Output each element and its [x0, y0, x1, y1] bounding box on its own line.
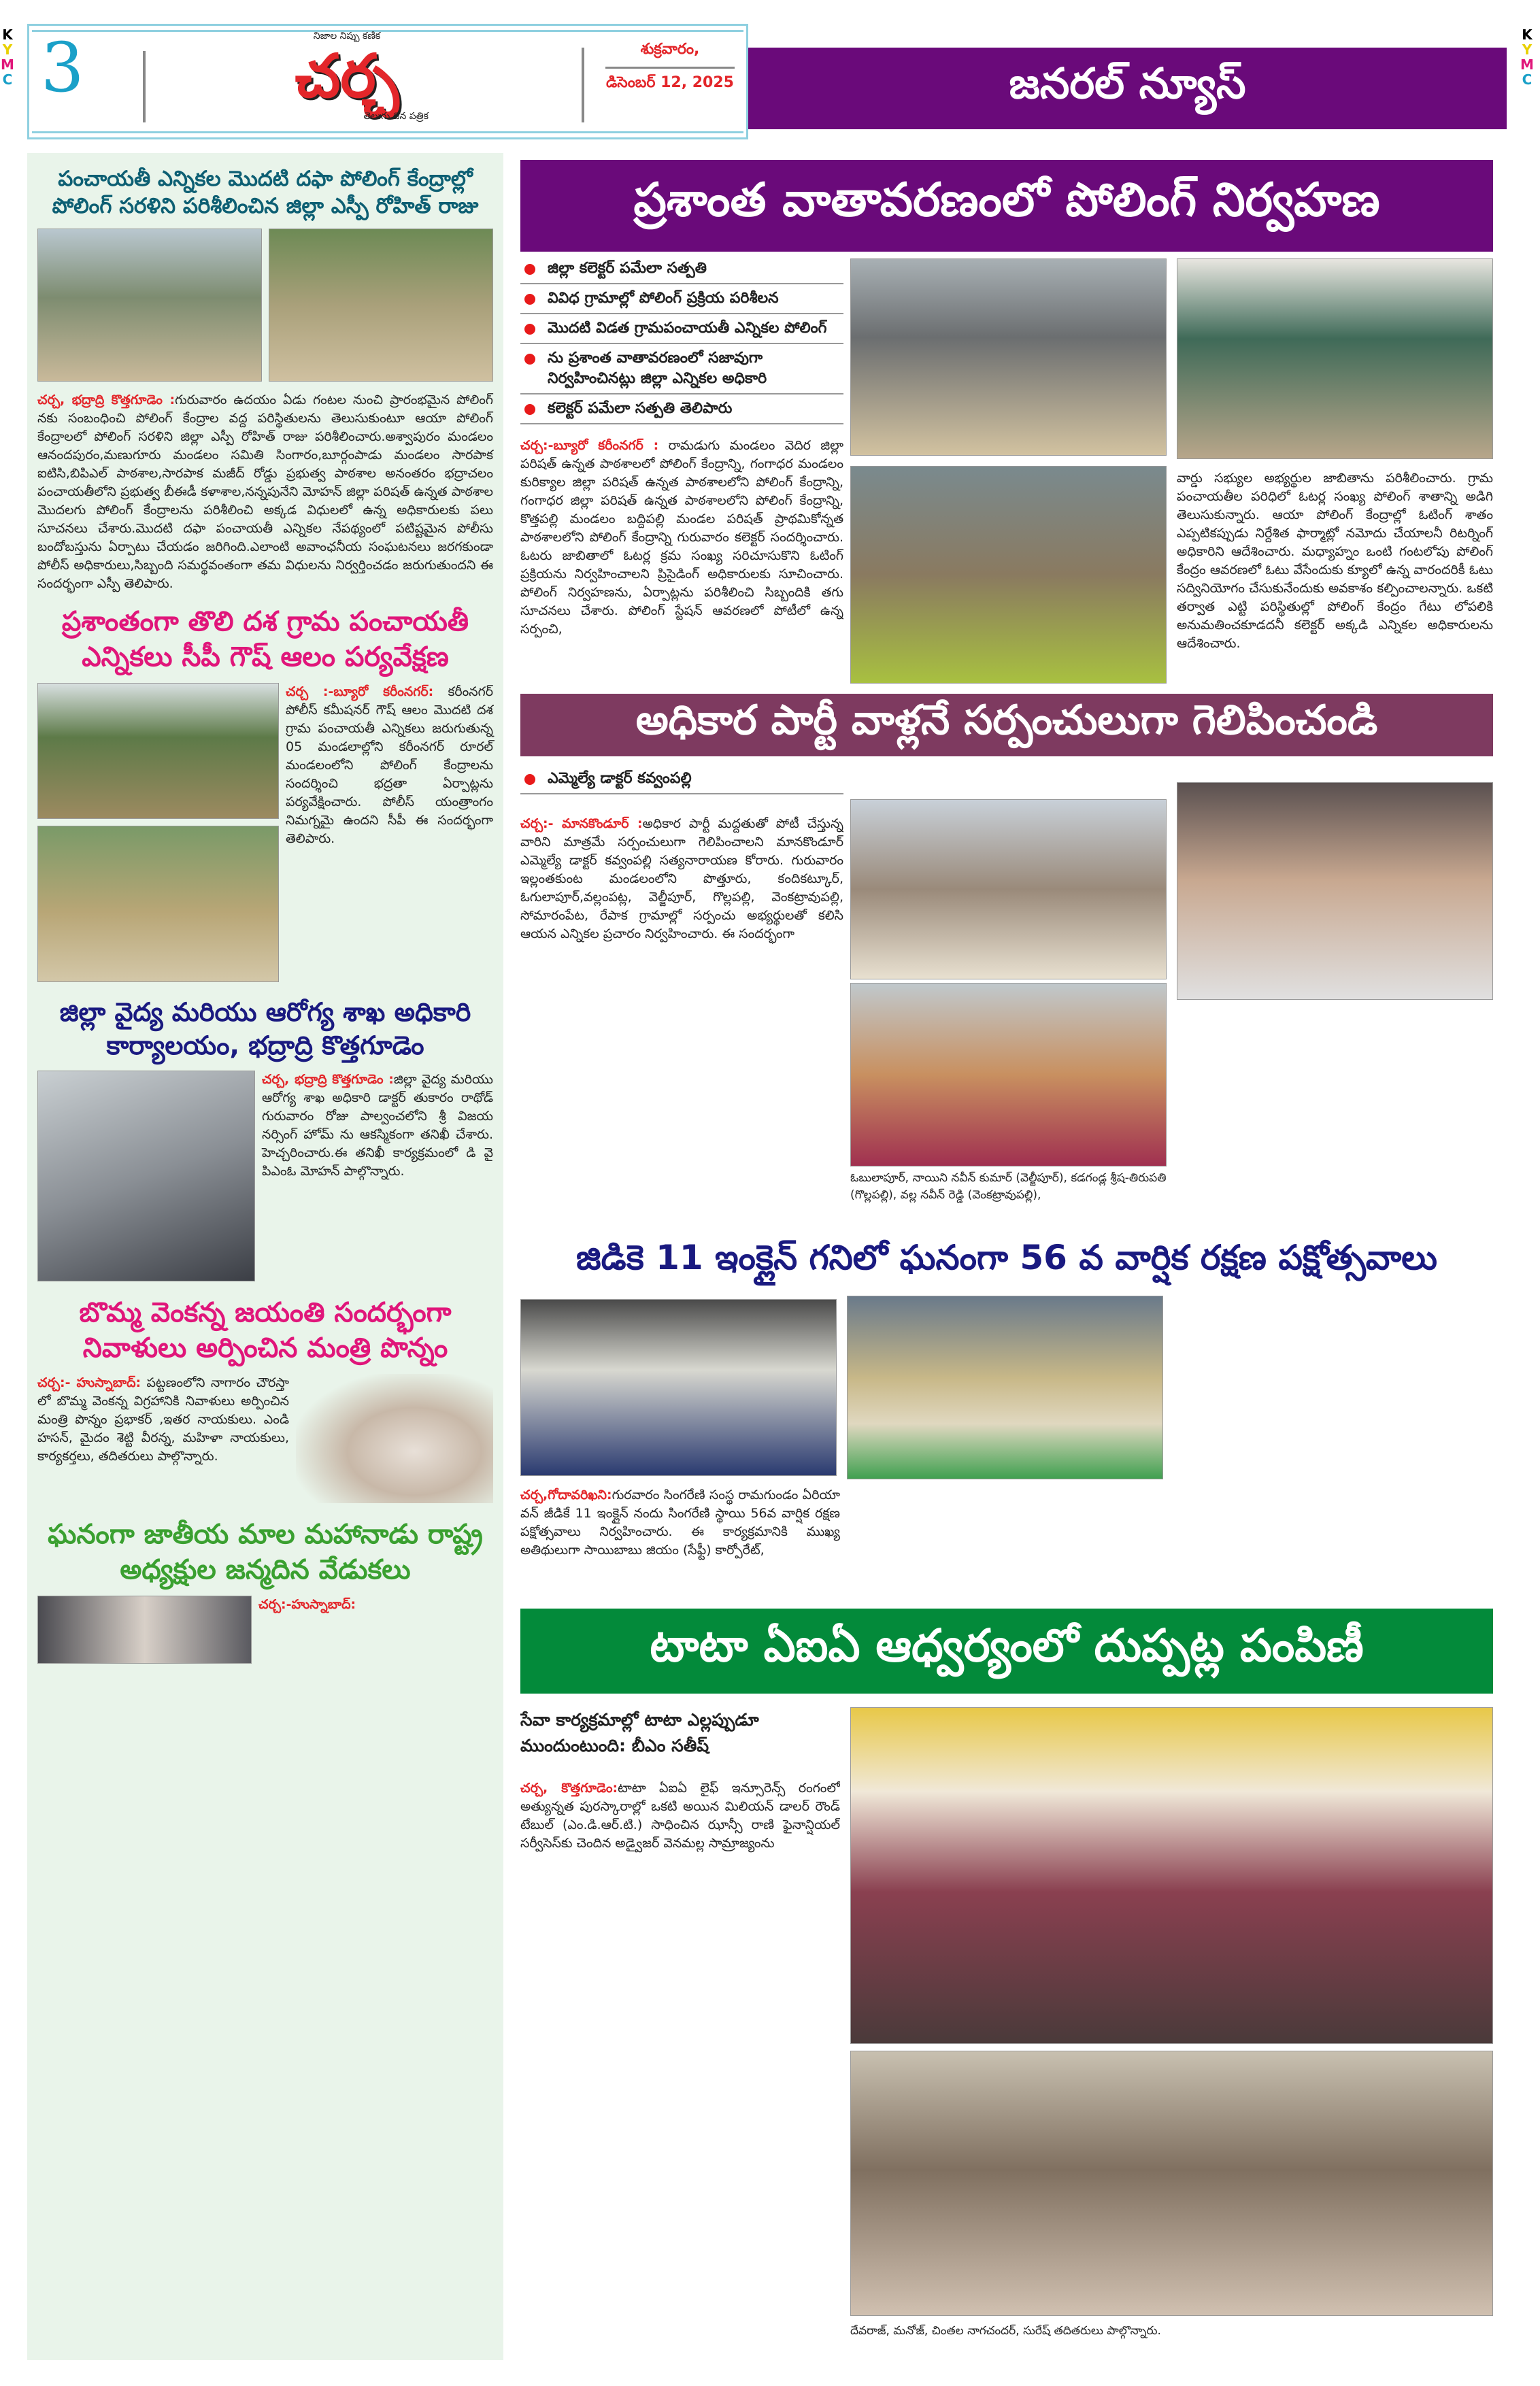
article-body: చర్చ, భద్రాద్రి కొత్తగూడెం :జిల్లా వైద్య మరియు ఆరోగ్య శాఖ అధికారి డాక్టర్ తుకారం రాథోడ్ గురువారం రోజు పాల్వంచలోని శ్రీ విజయ నర్సింగ్ హోమ్ ను ఆకస్మికంగా తనిఖీ చేశారు. హెచ్చరించారు.ఈ తనిఖీ కార్యక్రమంలో డి వై పిఎంఓ మోహన్ పాల్గొన్నారు. [262, 1072, 493, 1179]
article-body: చర్చ:-హుస్నాబాద్: [258, 1597, 356, 1613]
photo-caption: ఓబులాపూర్, నాయిని నవీన్ కుమార్ (వెల్జీపూర్), కడగండ్ల శ్రీష-తిరుపతి (గొల్లపల్లి), వల్ల నవీన్ రెడ్డి (వెంకట్రావుపల్లి), [850, 1171, 1167, 1202]
issue-date: శుక్రవారం, డిసెంబర్ 12, 2025 [606, 41, 734, 91]
article-body: చర్చ:-బ్యూరో కరీంనగర్ : రామడుగు మండలం వెదిర జిల్లా పరిషత్ ఉన్నత పాఠశాలలో పోలింగ్ కేంద్రాన్ని, గంగాధర మండలం కురిక్యాల జిల్లా పరిషత్ ఉన్నత పాఠశాలలోని పోలింగ్ కేంద్రాన్ని, గంగాధర జిల్లా పరిషత్ ఉన్నత పాఠశాలలోని పోలింగ్ కేంద్రాన్ని, కొత్తపల్లి మండలం బద్దిపల్లి మండల పరిషత్ ప్రాథమికోన్నత పాఠశాలలోని పోలింగ్ కేంద్రాన్ని గురువారం కలెక్టర్ సందర్శించారు. ఓటరు జాబితాలో ఓటర్ల క్రమ సంఖ్య సరిచూసుకొని ఓటింగ్ ప్రక్రియను నిర్వహించాలని ప్రిసైడింగ్ అధికారులకు సూచించారు. పోలింగ్ నిర్వహణను, ఏర్పాట్లను పరిశీలించి సిబ్బందికి తగు సూచనలు చేశారు. పోలింగ్ స్టేషన్ ఆవరణలో పోటీలో ఉన్న సర్పంచి, [520, 438, 843, 637]
photo-statue-tribute [296, 1374, 493, 1503]
photo-safety-rangoli [847, 1296, 1163, 1479]
highlight-item: ఎమ్మెల్యే డాక్టర్ కవ్వంపల్లి [520, 769, 843, 794]
registration-marks-left: K Y M C [1, 27, 14, 88]
photo-elderly-home-visit [850, 2051, 1493, 2316]
highlight-item: మొదటి విడత గ్రామపంచాయతీ ఎన్నికల పోలింగ్ [520, 318, 843, 344]
article-body: చర్చ,గోదావరిఖని:గురవారం సింగరేణి సంస్థ రామగుండం ఏరియా వన్ జీడికే 11 ఇంక్లైన్ నందు సింగరేణి స్థాయి 56వ వార్షిక రక్షణ పక్షోత్సవాలు నిర్వహించారు. ఈ కార్యక్రమానికి ముఖ్య అతిథులుగా సాయిబాబు జియం (సేఫ్టీ) కార్పోరేట్, [520, 1488, 840, 1558]
photo-mla-campaign [850, 799, 1167, 979]
photo-caption: దేవరాజ్, మనోజ్, చింతల నాగచందర్, సురేష్ తదితరులు పాల్గొన్నారు. [850, 2324, 1161, 2338]
article-body: చర్చ:- హుస్నాబాద్: పట్టణంలోని నాగారం చౌరస్తా లో బొమ్మ వెంకన్న విగ్రహానికి నివాళులు అర్పించిన మంత్రి పొన్నం ప్రభాకర్ ,ఇతర నాయకులు. ఎండి హసన్, మైదం శెట్టి వీరన్న, మహిళా నాయకులు, కార్యకర్తలు, తదితరులు పాల్గొన్నారు. [37, 1375, 289, 1464]
article-body: చర్చ:- మానకొండూర్ :అధికార పార్టీ మద్దతుతో పోటీ చేస్తున్న వారిని మాత్రమే సర్పంచులుగా గెలిపించాలని మానకొండూర్ ఎమ్మెల్యే డాక్టర్ కవ్వంపల్లి సత్యనారాయణ కోరారు. గురువారం ఇల్లంతకుంట మండలంలోని పొత్తూరు, కందికట్కూర్, ఓగులాపూర్,వల్లంపట్ల, వెల్జీపూర్, గొల్లపల్లి, వెంకట్రావుపల్లి, సోమారంపేట, రేపాక గ్రామాల్లో సర్పంచు అభ్యర్థులతో కలిసి ఆయన ఎన్నికల ప్రచారం నిర్వహించారు. ఈ సందర్భంగా [520, 816, 843, 941]
article-row [37, 1071, 493, 1281]
highlights-list [520, 769, 843, 799]
photo-sp-inspection [37, 229, 262, 382]
article-row [37, 1596, 493, 1664]
article-body [1173, 1296, 1493, 1595]
photo-polling-booth [1177, 258, 1493, 459]
photo-blanket-distribution [850, 1707, 1493, 2044]
divider [143, 51, 146, 122]
article-row [37, 1374, 493, 1503]
registration-marks-right: K Y M C [1520, 27, 1534, 88]
headline-blanket-distribution: టాటా ఏఐఏ ఆధ్వర్యంలో దుప్పట్ల పంపిణీ [520, 1609, 1493, 1694]
tata-column [520, 1707, 840, 2360]
section-banner: జనరల్ న్యూస్ [748, 48, 1507, 129]
photo-stack [37, 683, 279, 982]
polling-column [520, 258, 843, 684]
divider [582, 48, 584, 122]
headline: పంచాయతీ ఎన్నికల మొదటి దఫా పోలింగ్ కేంద్రాల్లో పోలింగ్ సరళిని పరిశీలించిన జిల్లా ఎస్పీ రోహిత్ రాజు [52, 167, 479, 219]
photo-row [37, 229, 493, 382]
photo-campaign-crowd [850, 983, 1167, 1166]
photo-collector-polling [850, 258, 1167, 456]
headline: జిల్లా వైద్య మరియు ఆరోగ్య శాఖ అధికారి కార్యాలయం, భద్రాద్రి కొత్తగూడెం [59, 996, 471, 1060]
page-number: 3 [41, 28, 84, 107]
photo-mla-with-candidates [1177, 782, 1493, 1000]
article-body [1177, 1007, 1493, 1211]
photo-mine-officials [520, 1299, 837, 1476]
headline-polling: ప్రశాంత వాతావరణంలో పోలింగ్ నిర్వహణ [520, 160, 1493, 252]
subheadline: సేవా కార్యక్రమాల్లో టాటా ఎల్లప్పుడూ ముందుంటుంది: బీఎం సతీష్ [520, 1710, 759, 1755]
headline-safety-fortnight: జిడికె 11 ఇంక్లైన్ గనిలో ఘనంగా 56 వ వార్షిక రక్షణ పక్షోత్సవాలు [576, 1237, 1437, 1277]
highlight-item: వివిధ గ్రామాల్లో పోలింగ్ ప్రక్రియ పరిశీలన [520, 288, 843, 314]
photo-cp-patrol [37, 683, 279, 819]
highlights-list [520, 258, 843, 429]
article-body: చర్చ, భద్రాద్రి కొత్తగూడెం :గురువారం ఉదయం ఏడు గంటల నుంచి ప్రారంభమైన పోలింగ్ నకు సంబంధించి పోలింగ్ కేంద్రాల వద్ద పరిస్థితులను తెలుసుకుంటూ ఆయా పోలింగ్ కేంద్రాలలో పోలింగ్ సరళిని జిల్లా ఎస్పీ రోహిత్ రాజు పరిశీలించారు.అశ్వాపురం మండలం ఆనందపురం,మణుగూరు మండలం సమితి సింగారం,బూర్గంపాడు మండలం సారపాక ఐటిసి,బిపిఎల్ పాఠశాల,సారపాక మజీద్ రోడ్డు ప్రభుత్వ పాఠశాల అనంతరం భద్రాచలం పంచాయతీలోని ప్రభుత్వ బీఈడీ కళాశాల,నన్నపునేని మోహన్ జిల్లా పరిషత్ ఉన్నత పాఠశాల మొదలగు పోలింగ్ కేంద్రాలను పరిశీలించి అక్కడ విధులలో ఉన్న అధికారులకు పలు సూచనలు చేశారు.మొదటి దఫా పంచాయతీ ఎన్నికల నేపథ్యంలో పటిష్టమైన పోలీసు బందోబస్తును ఏర్పాటు చేయడం జరిగింది.ఎలాంటి అవాంఛనీయ సంఘటనలు జరగకుండా పోలీస్ అధికారులు,సిబ్బంది సమర్థవంతంగా తమ విధులను నిర్వర్తించడం జరుగుతుందని ఈ సందర్భంగా ఎస్పీ తెలిపారు. [37, 392, 493, 591]
newspaper-logo: నిజాల నిప్పు కణిక చర్చ తెలుగు దిన పత్రిక [295, 31, 429, 122]
article-body: వార్డు సభ్యుల అభ్యర్థుల జాబితాను పరిశీలించారు. గ్రామ పంచాయతీల పరిధిలో ఓటర్ల సంఖ్య పోలింగ్ శాతాన్ని అడిగి తెలుసుకున్నారు. ఆయా పోలింగ్ కేంద్రాల్లో ఓటింగ్ శాతం ఎప్పటికప్పుడు నిర్దేశిత ఫార్మాట్లో నమోదు చేయాలనీ రిటర్నింగ్ అధికారిని ఆదేశించారు. మధ్యాహ్నం ఒంటి గంటలోపు పోలింగ్ కేంద్రం ఆవరణలో ఓటు వేసేందుకు క్యూలో ఉన్న వారందరికీ ఓటు సద్వినియోగం చేసుకునేందుకు అవకాశం కల్పించాలన్నారు. ఒకటి తర్వాత ఎట్టి పరిస్థితుల్లో పోలింగ్ కేంద్రం గేటు లోపలికి అనుమతించకూడదనీ కలెక్టర్ అక్కడి ఎన్నికల అధికారులను ఆదేశించారు. [1177, 471, 1493, 651]
article-row [37, 683, 493, 982]
left-column [27, 153, 503, 2360]
photo-police-visit [269, 229, 493, 382]
photo-polling-station [37, 826, 279, 982]
photo-birthday-celebration [37, 1596, 252, 1664]
campaign-column [520, 769, 843, 1217]
article-body: చర్చ, కొత్తగూడెం:టాటా ఏఐఏ లైఫ్ ఇన్సూరెన్స్ రంగంలో అత్యున్నత పురస్కారాల్లో ఒకటి అయిన మిలియన్ డాలర్ రౌండ్ టేబుల్ (ఎం.డి.ఆర్.టి.) సాధించిన ఝాన్సీ రాణి ఫైనాన్షియల్ సర్వీసెస్‌కు చెందిన అడ్వైజర్ వెనమల్ల సామ్రాజ్యంను [520, 1781, 840, 1851]
photo-nursing-home [37, 1071, 255, 1281]
highlight-item: జిల్లా కలెక్టర్ పమేలా సత్పతి [520, 258, 843, 284]
article-body [847, 1486, 1163, 1596]
article-body: చర్చ :-బ్యూరో కరీంనగర్: కరీంనగర్ పోలీస్ కమీషనర్ గౌష్ ఆలం మొదటి దశ గ్రామ పంచాయతీ ఎన్నికలు జరుగుతున్న 05 మండలాల్లోని కరీంనగర్ రూరల్ మండలంలోని పోలింగ్ కేంద్రాలను సందర్శించి భద్రతా ఏర్పాట్లను పర్యవేక్షించారు. పోలీస్ యంత్రాంగం నిమగ్నమై ఉందని సీపీ ఈ సందర్భంగా తెలిపారు. [286, 684, 493, 846]
photo-elderly-voter [850, 466, 1167, 684]
headline: ఘనంగా జాతీయ మాల మహానాడు రాష్ట్ర అధ్యక్షుల జన్మదిన వేడుకలు [48, 1519, 483, 1586]
headline: బొమ్మ వెంకన్న జయంతి సందర్భంగా నివాళులు అర్పించిన మంత్రి పొన్నం [79, 1297, 452, 1364]
highlight-item: ను ప్రశాంత వాతావరణంలో సజావుగా నిర్వహించినట్లు జిల్లా ఎన్నికల అధికారి [520, 348, 843, 394]
headline: ప్రశాంతంగా తొలి దశ గ్రామ పంచాయతీ ఎన్నికలు సీపీ గౌష్ ఆలం పర్యవేక్షణ [61, 605, 469, 673]
headline-ruling-party: అధికార పార్టీ వాళ్లనే సర్పంచులుగా గెలిపించండి [520, 694, 1493, 756]
highlight-item: కలెక్టర్ పమేలా సత్పతి తెలిపారు [520, 399, 843, 424]
